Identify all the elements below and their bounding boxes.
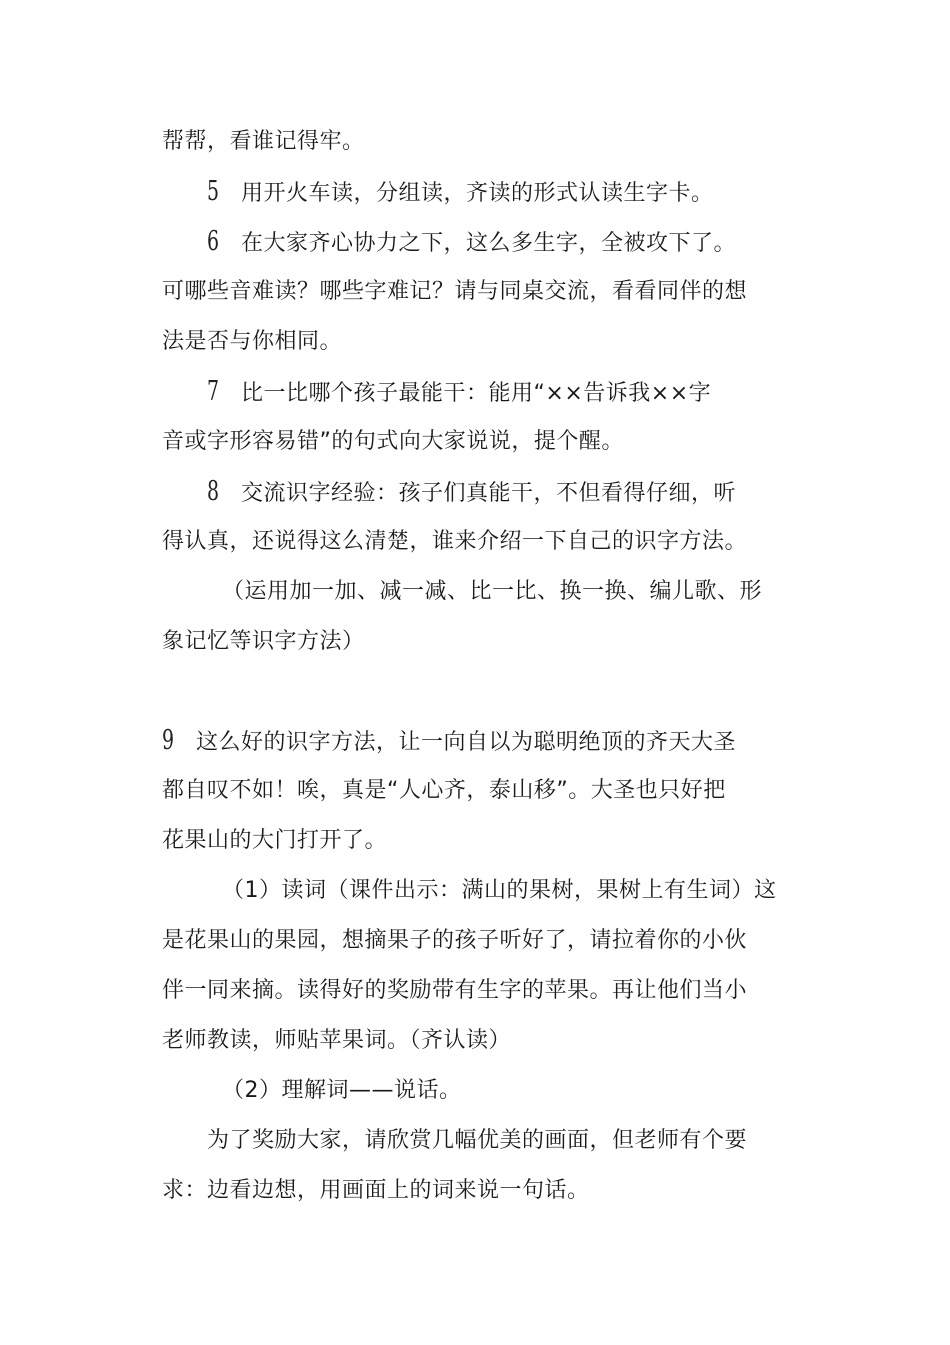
item-number: 7 <box>207 376 220 407</box>
text-line: 可哪些音难读？哪些字难记？请与同桌交流，看看同伴的想 <box>162 279 748 304</box>
text-line: （运用加一加、减一减、比一比、换一换、编儿歌、形 <box>222 579 763 604</box>
text-line: 都自叹不如！唉，真是“人心齐，泰山移”。大圣也只好把 <box>162 778 726 803</box>
item-number: 5 <box>207 176 220 207</box>
numbered-item-6 <box>207 227 736 259</box>
text-line: 用开火车读，分组读，齐读的形式认读生字卡。 <box>241 181 714 206</box>
text-line: 比一比哪个孩子最能干：能用“××告诉我××字 <box>241 381 712 406</box>
text-line: 象记忆等识字方法） <box>162 629 365 654</box>
text-line: 交流识字经验：孩子们真能干，不但看得仔细，听 <box>241 481 737 506</box>
text-line: 花果山的大门打开了。 <box>162 828 388 853</box>
numbered-item-8 <box>207 477 736 509</box>
text-line: 帮帮，看谁记得牢。 <box>162 129 365 154</box>
item-number: 6 <box>207 226 220 257</box>
text-line: 伴一同来摘。读得好的奖励带有生字的苹果。再让他们当小 <box>162 978 748 1003</box>
text-line: 这么好的识字方法，让一向自以为聪明绝顶的齐天大圣 <box>196 730 737 755</box>
text-line: 法是否与你相同。 <box>162 329 343 354</box>
text-line: （2）理解词——说话。 <box>222 1078 462 1103</box>
numbered-item-5 <box>207 177 714 209</box>
numbered-item-7 <box>207 377 711 409</box>
item-number: 8 <box>207 476 220 507</box>
text-line: 是花果山的果园，想摘果子的孩子听好了，请拉着你的小伙 <box>162 928 748 953</box>
text-line: 音或字形容易错”的句式向大家说说，提个醒。 <box>162 429 624 454</box>
text-line: 求：边看边想，用画面上的词来说一句话。 <box>162 1178 590 1203</box>
text-line: （1）读词（课件出示：满山的果树，果树上有生词）这 <box>222 878 777 903</box>
item-number: 9 <box>162 725 175 756</box>
text-line: 得认真，还说得这么清楚，谁来介绍一下自己的识字方法。 <box>162 529 748 554</box>
text-line: 老师教读，师贴苹果词。（齐认读） <box>162 1028 512 1053</box>
text-line: 在大家齐心协力之下，这么多生字，全被攻下了。 <box>241 231 737 256</box>
text-line: 为了奖励大家，请欣赏几幅优美的画面，但老师有个要 <box>207 1128 748 1153</box>
numbered-item-9 <box>162 726 736 758</box>
